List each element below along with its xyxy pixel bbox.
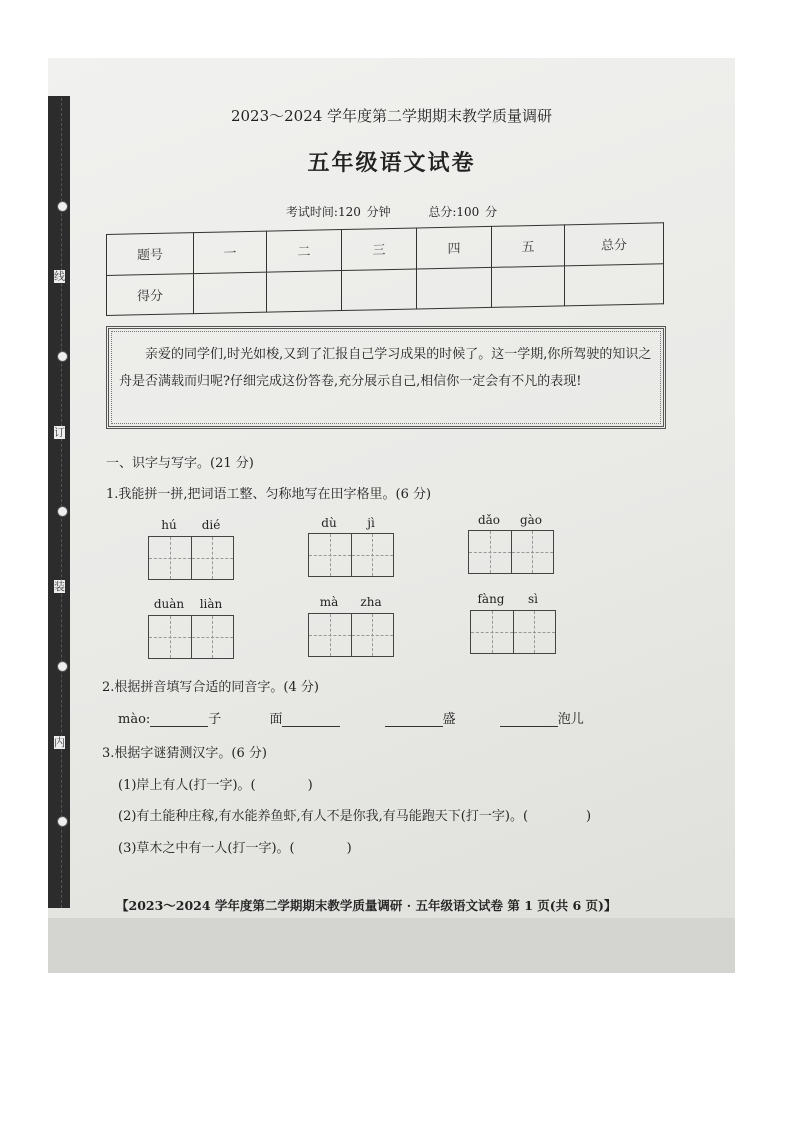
page-footer: 【2023～2024 学年度第二学期期末教学质量调研 · 五年级语文试卷 第 1 页(共 6 页)】 bbox=[116, 898, 617, 913]
q2-word: 盛 bbox=[442, 712, 456, 727]
score-cell[interactable] bbox=[194, 272, 267, 314]
table-cell: 四 bbox=[417, 226, 492, 268]
photo-background-edge bbox=[48, 918, 735, 973]
tianzige-box[interactable] bbox=[308, 613, 394, 657]
answer-blank[interactable] bbox=[500, 711, 558, 727]
q2-word: 面 bbox=[269, 712, 283, 727]
tianzige-box[interactable] bbox=[308, 533, 394, 577]
pinyin: jì bbox=[367, 516, 375, 530]
binding-circle bbox=[57, 661, 68, 672]
pinyin: dù bbox=[321, 516, 337, 530]
table-cell: 二 bbox=[267, 230, 342, 272]
tianzige-box[interactable] bbox=[148, 536, 234, 580]
answer-blank[interactable] bbox=[385, 711, 443, 727]
exam-time: 考试时间:120 分钟 bbox=[285, 205, 391, 219]
riddle-text: (2)有土能种庄稼,有水能养鱼虾,有人不是你我,有马能跑天下(打一字)。( bbox=[118, 809, 529, 824]
question-3-prompt: 3.根据字谜猜测汉字。(6 分) bbox=[102, 746, 267, 761]
riddle-3 bbox=[118, 837, 352, 856]
score-cell[interactable] bbox=[417, 267, 492, 309]
term-title: 2023～2024 学年度第二学期期末教学质量调研 bbox=[230, 107, 553, 125]
pinyin: zha bbox=[360, 595, 382, 609]
score-table bbox=[106, 222, 664, 316]
riddle-paren: ) bbox=[307, 778, 313, 793]
q2-word: 泡儿 bbox=[557, 712, 584, 727]
question-2-answers bbox=[118, 708, 584, 727]
table-cell: 五 bbox=[492, 225, 565, 267]
riddle-paren: ) bbox=[586, 809, 592, 824]
answer-blank[interactable] bbox=[282, 711, 340, 727]
binding-char: 线 bbox=[54, 270, 65, 283]
score-cell[interactable] bbox=[267, 270, 342, 312]
pinyin: fàng bbox=[477, 592, 505, 606]
score-cell[interactable] bbox=[565, 263, 664, 306]
binding-circle bbox=[57, 506, 68, 517]
pinyin: liàn bbox=[199, 597, 223, 611]
pinyin: sì bbox=[528, 592, 538, 606]
table-cell: 总分 bbox=[565, 223, 664, 266]
pinyin: hú bbox=[161, 518, 177, 532]
score-cell[interactable] bbox=[492, 265, 565, 307]
pinyin: gào bbox=[519, 513, 543, 527]
table-cell: 得分 bbox=[107, 273, 194, 315]
exam-page-photo bbox=[48, 58, 735, 973]
tianzige-box[interactable] bbox=[468, 530, 554, 574]
table-cell: 一 bbox=[194, 231, 267, 273]
binding-circle bbox=[57, 351, 68, 362]
pinyin: dié bbox=[201, 518, 221, 532]
riddle-text: (1)岸上有人(打一字)。( bbox=[118, 778, 256, 793]
riddle-2 bbox=[118, 805, 591, 824]
riddle-1 bbox=[118, 774, 313, 793]
q2-lead: mào: bbox=[118, 712, 151, 727]
exam-title: 五年级语文试卷 bbox=[307, 150, 476, 176]
notice-text: 亲爱的同学们,时光如梭,又到了汇报自己学习成果的时候了。这一学期,你所驾驶的知识之舟是否满载而归呢?仔细完成这份答卷,充分展示自己,相信你一定会有不凡的表现! bbox=[119, 347, 652, 389]
exam-info bbox=[48, 203, 735, 220]
pinyin: dǎo bbox=[477, 513, 501, 527]
riddle-text: (3)草木之中有一人(打一字)。( bbox=[118, 841, 295, 856]
score-cell[interactable] bbox=[342, 268, 417, 310]
table-cell: 题号 bbox=[107, 233, 194, 275]
question-2-prompt: 2.根据拼音填写合适的同音字。(4 分) bbox=[102, 680, 319, 695]
binding-char: 内 bbox=[54, 736, 65, 749]
total-score: 总分:100 分 bbox=[428, 205, 498, 219]
binding-circle bbox=[57, 816, 68, 827]
q2-word: 子 bbox=[208, 712, 222, 727]
question-1-prompt: 1.我能拼一拼,把词语工整、匀称地写在田字格里。(6 分) bbox=[106, 487, 432, 502]
tianzige-box[interactable] bbox=[470, 610, 556, 654]
pinyin: duàn bbox=[153, 597, 185, 611]
binding-char: 装 bbox=[54, 580, 65, 593]
pinyin: mà bbox=[319, 595, 339, 609]
binding-char: 订 bbox=[54, 426, 65, 439]
riddle-paren: ) bbox=[346, 841, 352, 856]
answer-blank[interactable] bbox=[150, 711, 208, 727]
table-cell: 三 bbox=[342, 228, 417, 270]
notice-box bbox=[106, 326, 666, 429]
section-heading: 一、识字与写字。(21 分) bbox=[106, 456, 254, 471]
tianzige-box[interactable] bbox=[148, 615, 234, 659]
